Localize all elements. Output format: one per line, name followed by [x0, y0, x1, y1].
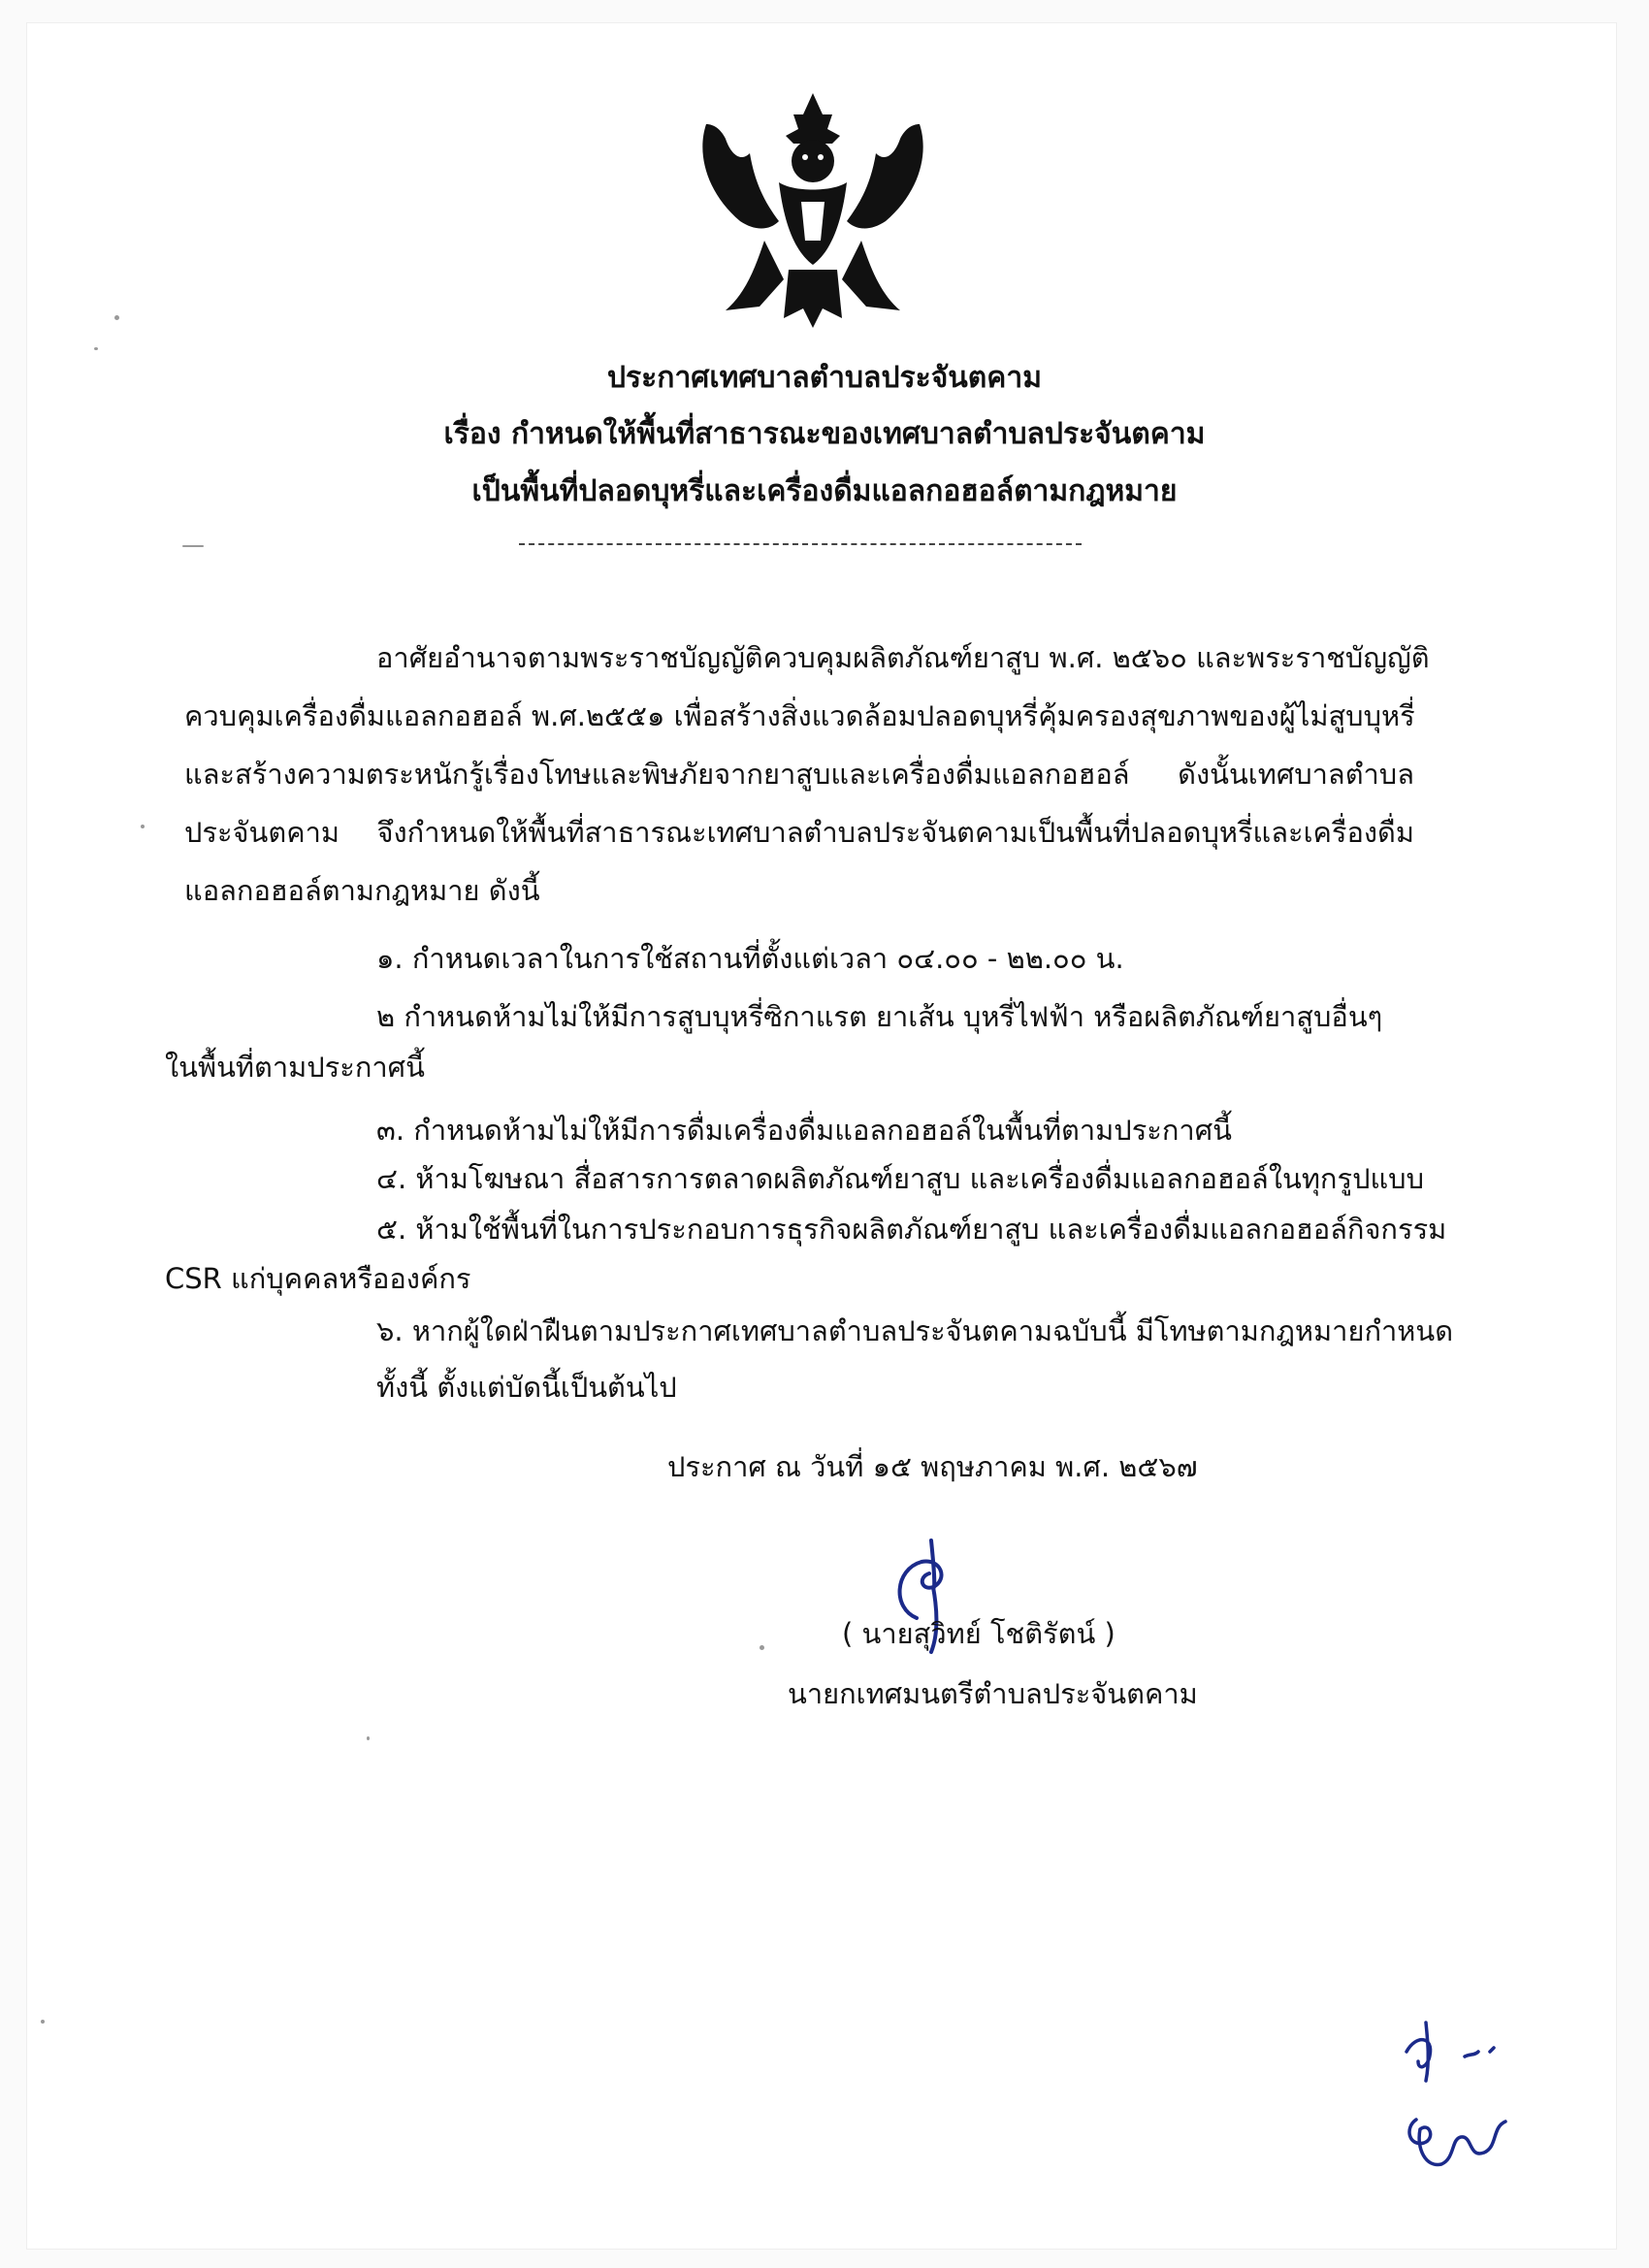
header-separator: [519, 543, 1082, 545]
scan-speck: [94, 347, 98, 350]
item-5: ๕. ห้ามใช้พื้นที่ในการประกอบการธุรกิจผลิตภัณฑ์ยาสูบ และเครื่องดื่มแอลกอฮอล์กิจกรรม: [376, 1213, 1447, 1246]
closing-line: ทั้งนี้ ตั้งแต่บัดนี้เป็นต้นไป: [376, 1371, 677, 1404]
preamble-line-3: และสร้างความตระหนักรู้เรื่องโทษและพิษภัยจากยาสูบและเครื่องดื่มแอลกอฮอล์ ดังนั้นเทศบาลตำบล: [184, 758, 1414, 791]
scan-speck: [760, 1645, 764, 1650]
item-4: ๔. ห้ามโฆษณา สื่อสารการตลาดผลิตภัณฑ์ยาสูบ และเครื่องดื่มแอลกอฮอล์ในทุกรูปแบบ: [376, 1162, 1424, 1195]
item-5-continuation: CSR แก่บุคคลหรือองค์กร: [165, 1262, 471, 1295]
announcement-subject-line-1: เรื่อง กำหนดให้พื้นที่สาธารณะของเทศบาลตำบลประจันตคาม: [443, 417, 1206, 451]
preamble-line-1: อาศัยอำนาจตามพระราชบัญญัติควบคุมผลิตภัณฑ์ยาสูบ พ.ศ. ๒๕๖๐ และพระราชบัญญัติ: [376, 641, 1430, 674]
item-2-continuation: ในพื้นที่ตามประกาศนี้: [165, 1051, 425, 1084]
signatory-position: นายกเทศมนตรีตำบลประจันตคาม: [788, 1677, 1198, 1710]
scan-speck: [367, 1736, 370, 1740]
scan-speck: [141, 825, 145, 828]
scan-speck: [41, 2020, 45, 2024]
item-2: ๒ กำหนดห้ามไม่ให้มีการสูบบุหรี่ซิกาแรต ยาเส้น บุหรี่ไฟฟ้า หรือผลิตภัณฑ์ยาสูบอื่นๆ: [376, 1000, 1383, 1033]
scan-speck: [114, 315, 119, 320]
announcement-title: ประกาศเทศบาลตำบลประจันตคาม: [607, 361, 1042, 395]
handwritten-initials: [1397, 2013, 1523, 2187]
announcement-subject-line-2: เป็นพื้นที่ปลอดบุหรี่และเครื่องดื่มแอลกอฮอล์ตามกฎหมาย: [471, 474, 1178, 508]
preamble-line-5: แอลกอฮอล์ตามกฎหมาย ดังนี้: [184, 874, 540, 907]
signatory-name: ( นายสุวิทย์ โชติรัตน์ ): [842, 1617, 1116, 1650]
scan-speck: [182, 545, 204, 547]
preamble-line-4: ประจันตคาม จึงกำหนดให้พื้นที่สาธารณะเทศบาลตำบลประจันตคามเป็นพื้นที่ปลอดบุหรี่และเครื่องดื่ม: [184, 816, 1414, 849]
item-3: ๓. กำหนดห้ามไม่ให้มีการดื่มเครื่องดื่มแอลกอฮอล์ในพื้นที่ตามประกาศนี้: [376, 1114, 1232, 1147]
item-1: ๑. กำหนดเวลาในการใช้สถานที่ตั้งแต่เวลา ๐๔.๐๐ - ๒๒.๐๐ น.: [376, 942, 1124, 975]
announcement-date: ประกาศ ณ วันที่ ๑๕ พฤษภาคม พ.ศ. ๒๕๖๗: [667, 1450, 1198, 1483]
preamble-line-2: ควบคุมเครื่องดื่มแอลกอฮอล์ พ.ศ.๒๕๕๑ เพื่อสร้างสิ่งแวดล้อมปลอดบุหรี่คุ้มครองสุขภาพของผู้ไม่สูบบุหรี่: [184, 699, 1415, 732]
garuda-emblem-icon: [687, 85, 939, 338]
item-6: ๖. หากผู้ใดฝ่าฝืนตามประกาศเทศบาลตำบลประจันตคามฉบับนี้ มีโทษตามกฎหมายกำหนด: [376, 1314, 1454, 1347]
